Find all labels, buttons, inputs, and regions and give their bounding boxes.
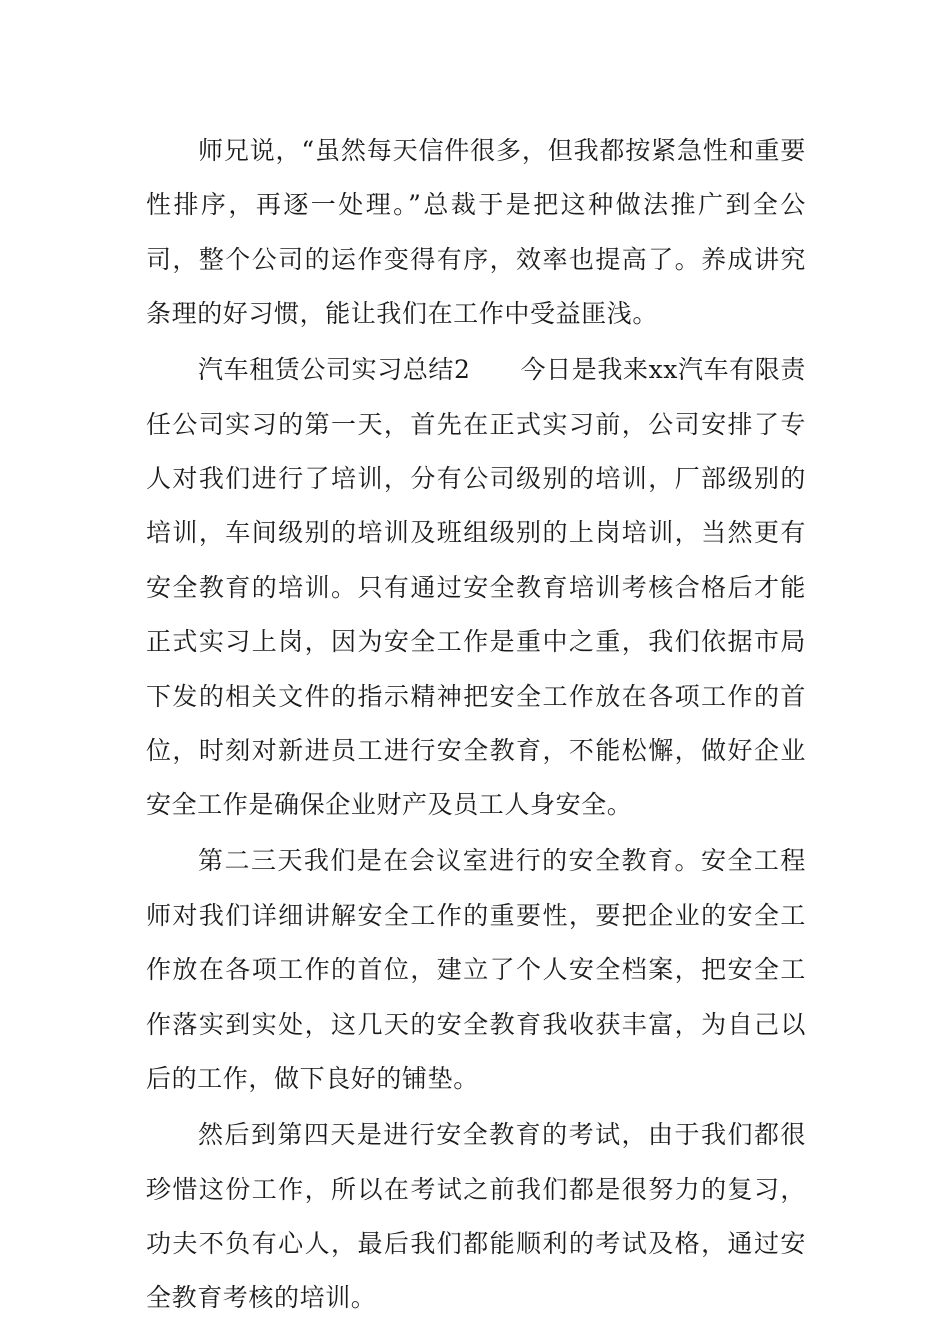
document-body [146,124,806,1327]
section-heading: 汽车租赁公司实习总结2 [198,355,471,385]
paragraph-4: 然后到第四天是进行安全教育的考试，由于我们都很珍惜这份工作，所以在考试之前我们都是很努力的复习，功夫不负有心人，最后我们都能顺利的考试及格，通过安全教育考核的培训。 [146,1120,806,1313]
paragraph-1: 师兄说，“虽然每天信件很多，但我都按紧急性和重要性排序，再逐一处理。”总裁于是把这种做法推广到全公司，整个公司的运作变得有序，效率也提高了。养成讲究条理的好习惯，能让我们在工作中受益匪浅。 [146,136,806,329]
paragraph-2 [146,343,806,833]
paragraph-3: 第二三天我们是在会议室进行的安全教育。安全工程师对我们详细讲解安全工作的重要性，要把企业的安全工作放在各项工作的首位，建立了个人安全档案，把安全工作落实到实处，这几天的安全教育我收获丰富，为自己以后的工作，做下良好的铺垫。 [146,846,806,1094]
paragraph-2-body: 今日是我来xx汽车有限责任公司实习的第一天，首先在正式实习前，公司安排了专人对我们进行了培训，分有公司级别的培训，厂部级别的培训，车间级别的培训及班组级别的上岗培训，当然更有安全教育的培训。只有通过安全教育培训考核合格后才能正式实习上岗，因为安全工作是重中之重，我们依据市局下发的相关文件的指示精神把安全工作放在各项工作的首位，时刻对新进员工进行安全教育，不能松懈，做好企业安全工作是确保企业财产及员工人身安全。 [146,355,806,820]
